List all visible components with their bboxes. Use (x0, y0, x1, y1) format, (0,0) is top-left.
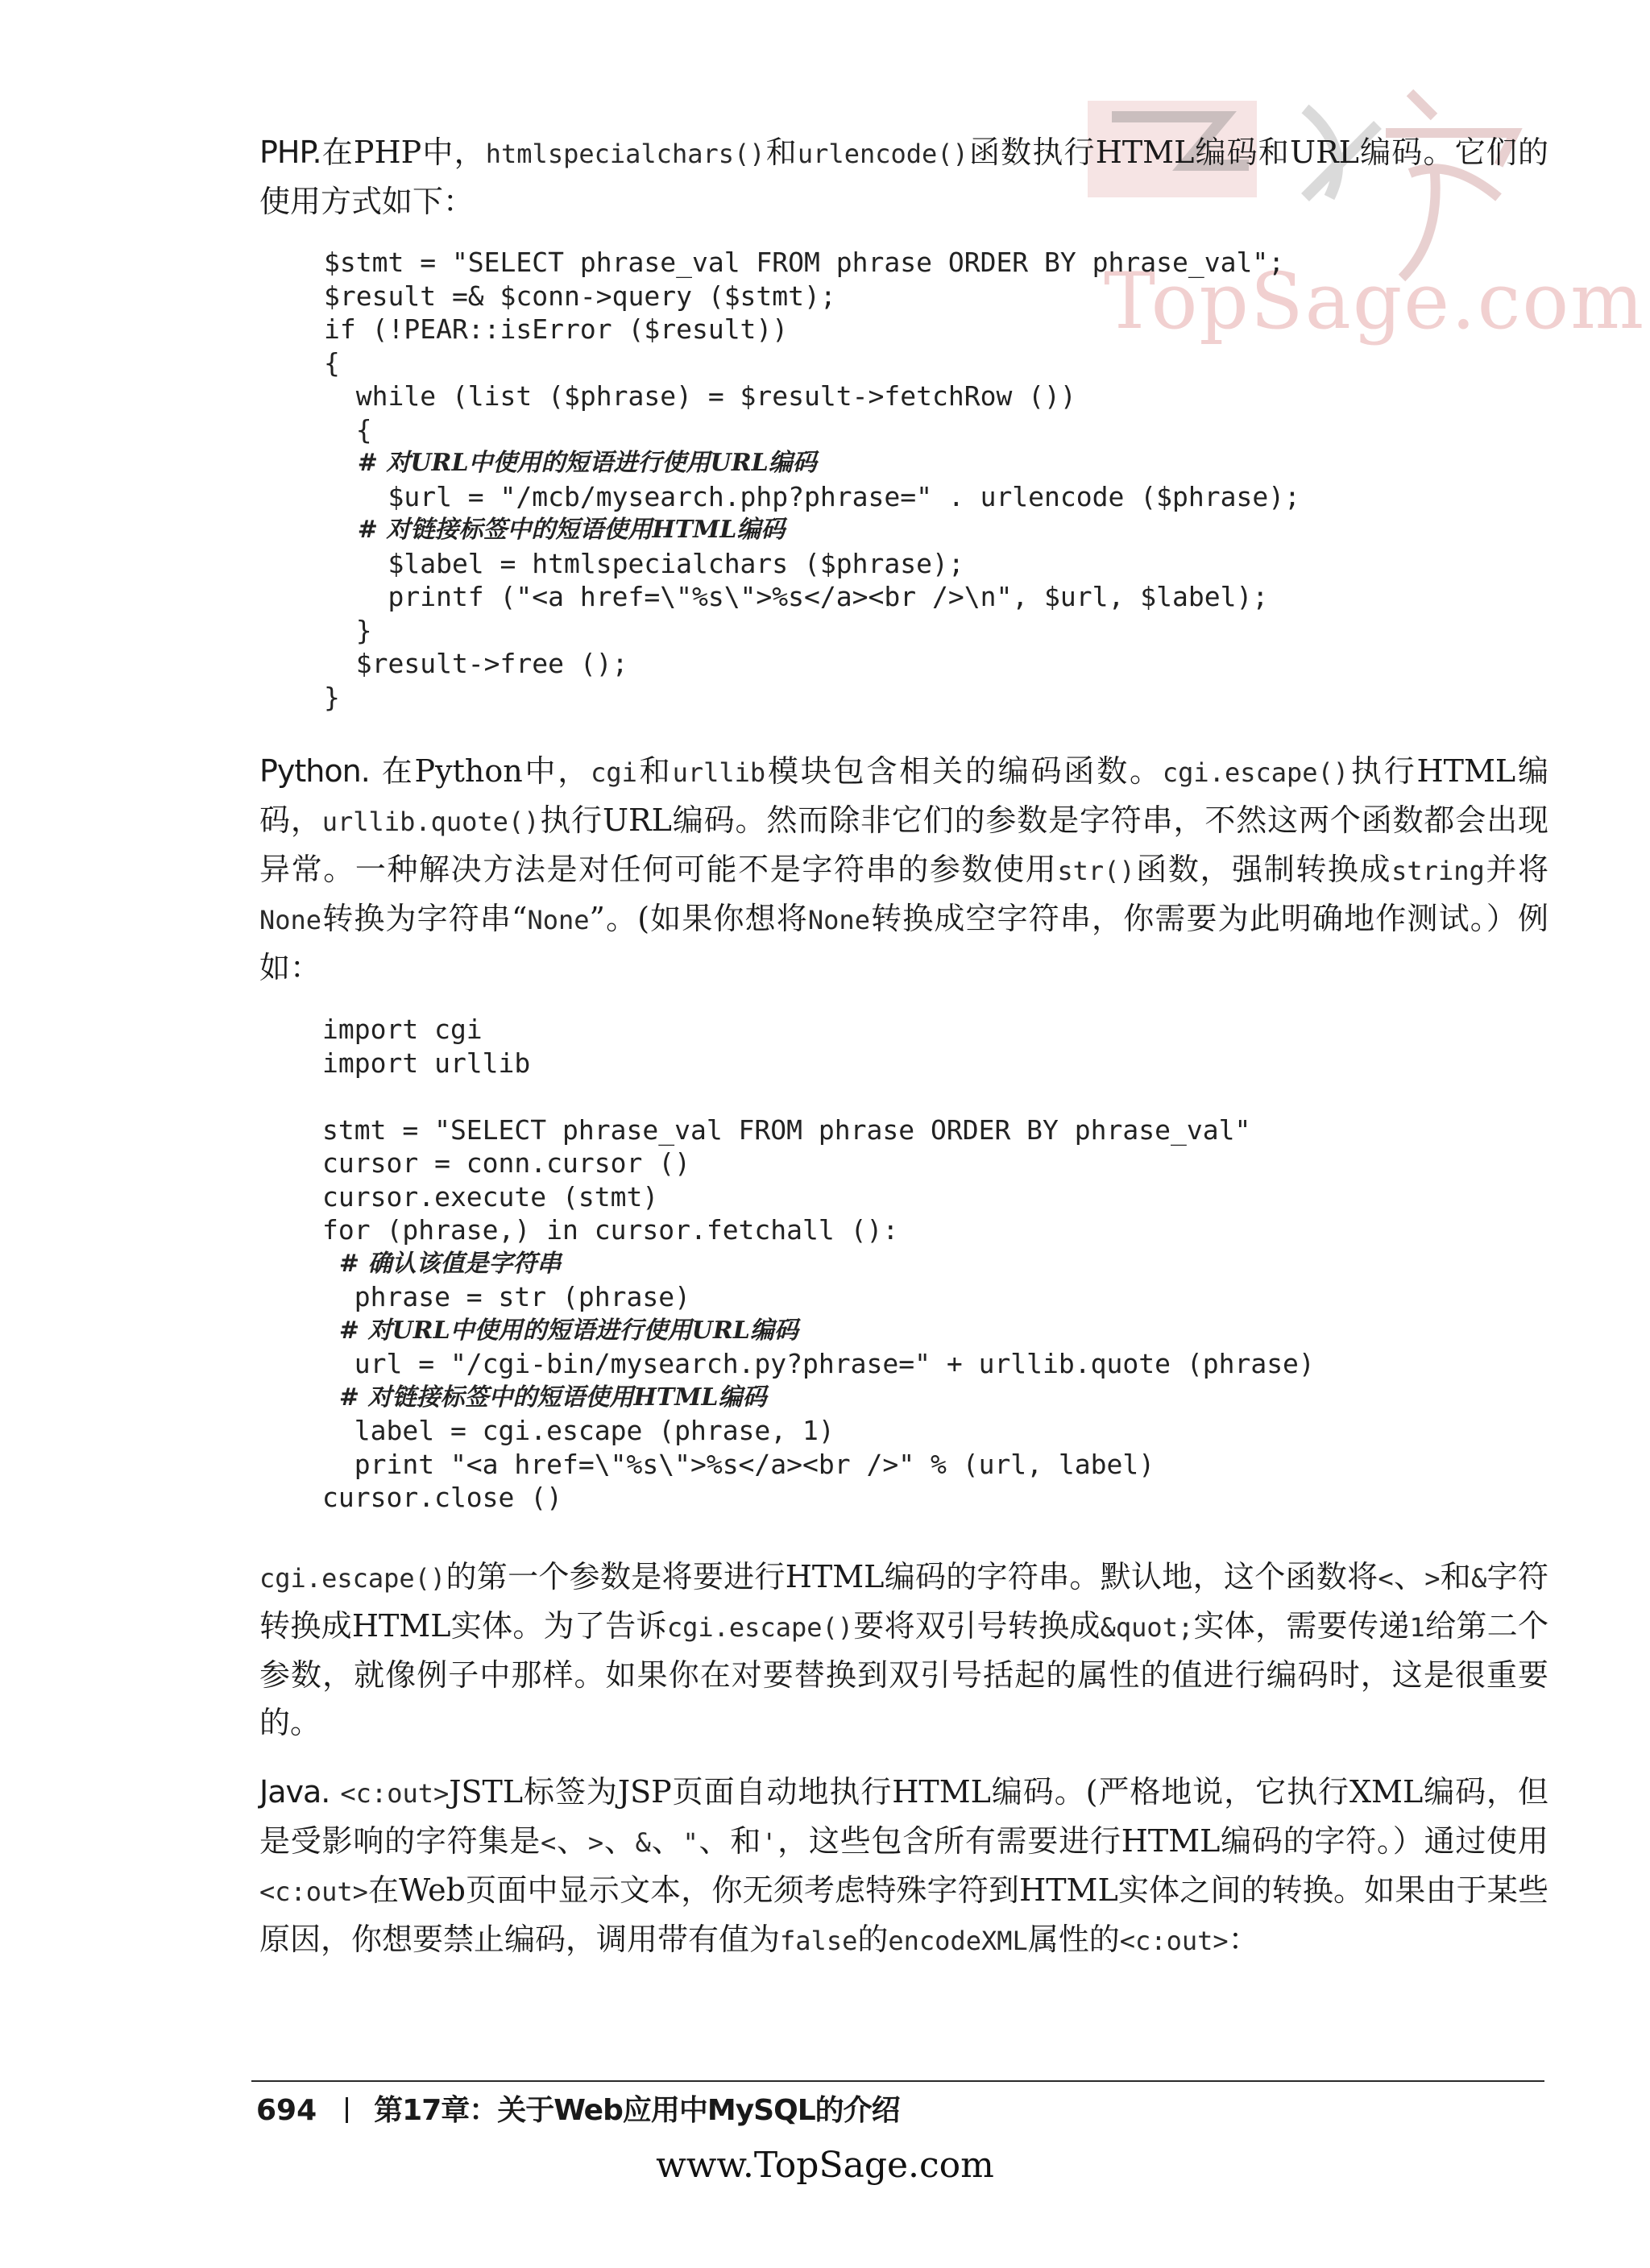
text-run: 和 (765, 135, 798, 170)
text-run: 、 (556, 1823, 588, 1859)
text-run: 、 (603, 1823, 636, 1859)
footer-rule (251, 2080, 1544, 2082)
java-paragraph (259, 1768, 1548, 1965)
python-lead: Python. (259, 753, 370, 789)
code-line: print "<a href=\"%s\">%s</a><br />" % (url, label) (322, 1448, 1155, 1480)
escape-paragraph-text (259, 1559, 1548, 1740)
chapter-title: 第17章：关于Web应用中MySQL的介绍 (374, 2094, 900, 2127)
inline-code: htmlspecialchars() (485, 139, 765, 169)
inline-code: 1 (1409, 1612, 1425, 1643)
php-code-block (324, 246, 1300, 714)
inline-code: > (1424, 1563, 1441, 1594)
text-run: 在Python中， (369, 753, 591, 789)
code-comment-line: # 对URL中使用的短语进行使用URL编码 (324, 449, 817, 477)
code-line: cursor = conn.cursor () (322, 1147, 690, 1179)
inline-code: urlencode() (797, 139, 968, 169)
code-line: url = "/cgi-bin/mysearch.py?phrase=" + urllib.quote (phrase) (322, 1348, 1315, 1379)
code-line: $label = htmlspecialchars ($phrase); (324, 547, 964, 579)
code-line: cursor.execute (stmt) (322, 1180, 659, 1213)
inline-code: <c:out> (340, 1778, 450, 1809)
code-line: } (324, 681, 340, 713)
code-line: import urllib (322, 1047, 531, 1079)
inline-code: & (635, 1827, 651, 1858)
inline-code: None (259, 905, 322, 935)
code-line: } (324, 614, 372, 646)
text-run: 模块包含相关的编码函数。 (765, 753, 1163, 789)
text-run: 转换为字符串“ (321, 901, 528, 936)
text-run (330, 1774, 340, 1810)
python-paragraph (259, 748, 1548, 992)
inline-code: None (527, 905, 590, 935)
inline-code: ' (761, 1827, 777, 1858)
inline-code: " (682, 1827, 699, 1858)
inline-code: < (1378, 1563, 1394, 1594)
inline-code: <c:out> (259, 1876, 368, 1907)
text-run: 转换成空字符串，你需要为此明确地作测试。）例如： (259, 901, 1548, 985)
text-run: 和 (636, 753, 673, 789)
code-line: cursor.close () (322, 1482, 563, 1513)
code-line (322, 1080, 1315, 1113)
text-run: ： (1228, 1922, 1259, 1957)
code-line: for (phrase,) in cursor.fetchall (): (322, 1214, 899, 1246)
code-line: $url = "/mcb/mysearch.php?phrase=" . urlencode ($phrase); (324, 480, 1300, 512)
code-line: $stmt = "SELECT phrase_val FROM phrase ORDER BY phrase_val"; (324, 247, 1285, 278)
text-run: 在Web页面中显示文本，你无须考虑特殊字符到HTML实体之间的转换。如果由于某些原因，你想要禁止编码，调用带有值为 (259, 1872, 1548, 1957)
php-lead: PHP. (259, 135, 321, 170)
site-url: www.TopSage.com (656, 2145, 994, 2186)
code-comment-line: # 对链接标签中的短语使用HTML编码 (324, 516, 786, 544)
text-run: 执行URL编码。然而除非它们的参数是字符串，不然这两个函数都会出现异常。一种解决方法是对任何可能不是字符串的参数使用 (259, 802, 1548, 887)
inline-code: cgi.escape() (1162, 757, 1349, 788)
text-run: 的第一个参数是将要进行HTML编码的字符串。默认地，这个函数将 (446, 1559, 1378, 1594)
text-run: JSTL标签为JSP页面自动地执行HTML编码。(严格地说，它执行XML编码，但是受影响的字符集是 (259, 1774, 1548, 1859)
text-run: 要将双引号转换成 (853, 1608, 1101, 1644)
code-line: stmt = "SELECT phrase_val FROM phrase ORDER BY phrase_val" (322, 1113, 1251, 1146)
php-paragraph-text (259, 135, 1548, 219)
inline-code: < (541, 1827, 557, 1858)
inline-code: cgi (591, 757, 637, 788)
footer-separator (346, 2097, 348, 2123)
code-line: $result->free (); (324, 648, 628, 679)
text-run: 、 (1393, 1559, 1425, 1594)
text-run: 在PHP中， (321, 135, 486, 170)
text-run: 字符转换成HTML实体。为了告诉 (259, 1559, 1548, 1644)
text-run: 和 (1440, 1559, 1472, 1594)
code-line: label = cgi.escape (phrase, 1) (322, 1415, 835, 1446)
text-run: 的 (857, 1922, 889, 1957)
inline-code: cgi.escape() (666, 1612, 854, 1643)
code-line: { (324, 413, 372, 446)
code-line: if (!PEAR::isError ($result)) (324, 313, 789, 345)
inline-code: &quot; (1100, 1612, 1194, 1643)
text-run: 函数执行HTML编码和URL编码。它们的使用方式如下： (259, 135, 1548, 219)
python-code-block (322, 1013, 1315, 1515)
inline-code: encodeXML (888, 1926, 1028, 1956)
php-paragraph (259, 129, 1548, 226)
page-number: 694 (256, 2094, 317, 2127)
inline-code: urllib.quote() (321, 806, 540, 837)
code-line: printf ("<a href=\"%s\">%s</a><br />\n", $url, $label); (324, 581, 1269, 612)
code-line: while (list ($phrase) = $result->fetchRow ()) (324, 380, 1076, 412)
text-run: 、 (650, 1823, 683, 1859)
code-line: { (324, 346, 340, 379)
code-line: phrase = str (phrase) (322, 1281, 690, 1312)
watermark-text: TopSage.com (1104, 256, 1646, 346)
inline-code: false (780, 1926, 858, 1956)
code-line: import cgi (322, 1014, 483, 1045)
inline-code: str() (1057, 856, 1135, 886)
text-run: 给第二个参数，就像例子中那样。如果你在对要替换到双引号括起的属性的值进行编码时，这是很重要的。 (259, 1608, 1548, 1740)
inline-code: None (807, 905, 870, 935)
java-lead: Java. (259, 1774, 330, 1810)
inline-code: cgi.escape() (259, 1563, 446, 1594)
inline-code: & (1471, 1563, 1487, 1594)
code-comment-line: # 确认该值是字符串 (322, 1249, 562, 1278)
text-run: 、和 (698, 1823, 762, 1859)
text-run: 并将 (1484, 852, 1548, 887)
code-comment-line: # 对URL中使用的短语进行使用URL编码 (322, 1316, 798, 1345)
java-paragraph-text (259, 1774, 1548, 1957)
inline-code: > (587, 1827, 604, 1858)
text-run: ”。(如果你想将 (589, 901, 808, 936)
inline-code: urllib (672, 757, 766, 788)
python-paragraph-text (259, 753, 1548, 985)
text-run: 执行HTML编码， (259, 753, 1548, 838)
inline-code: <c:out> (1119, 1926, 1229, 1956)
text-run: 实体，需要传递 (1193, 1608, 1410, 1644)
text-run: 属性的 (1027, 1922, 1120, 1957)
code-line: $result =& $conn->query ($stmt); (324, 280, 836, 312)
page-footer (256, 2087, 900, 2135)
text-run: ，这些包含所有需要进行HTML编码的字符。）通过使用 (777, 1823, 1548, 1859)
code-comment-line: # 对链接标签中的短语使用HTML编码 (322, 1383, 767, 1412)
text-run: 函数，强制转换成 (1134, 852, 1392, 887)
inline-code: string (1391, 856, 1485, 886)
escape-paragraph (259, 1553, 1548, 1747)
